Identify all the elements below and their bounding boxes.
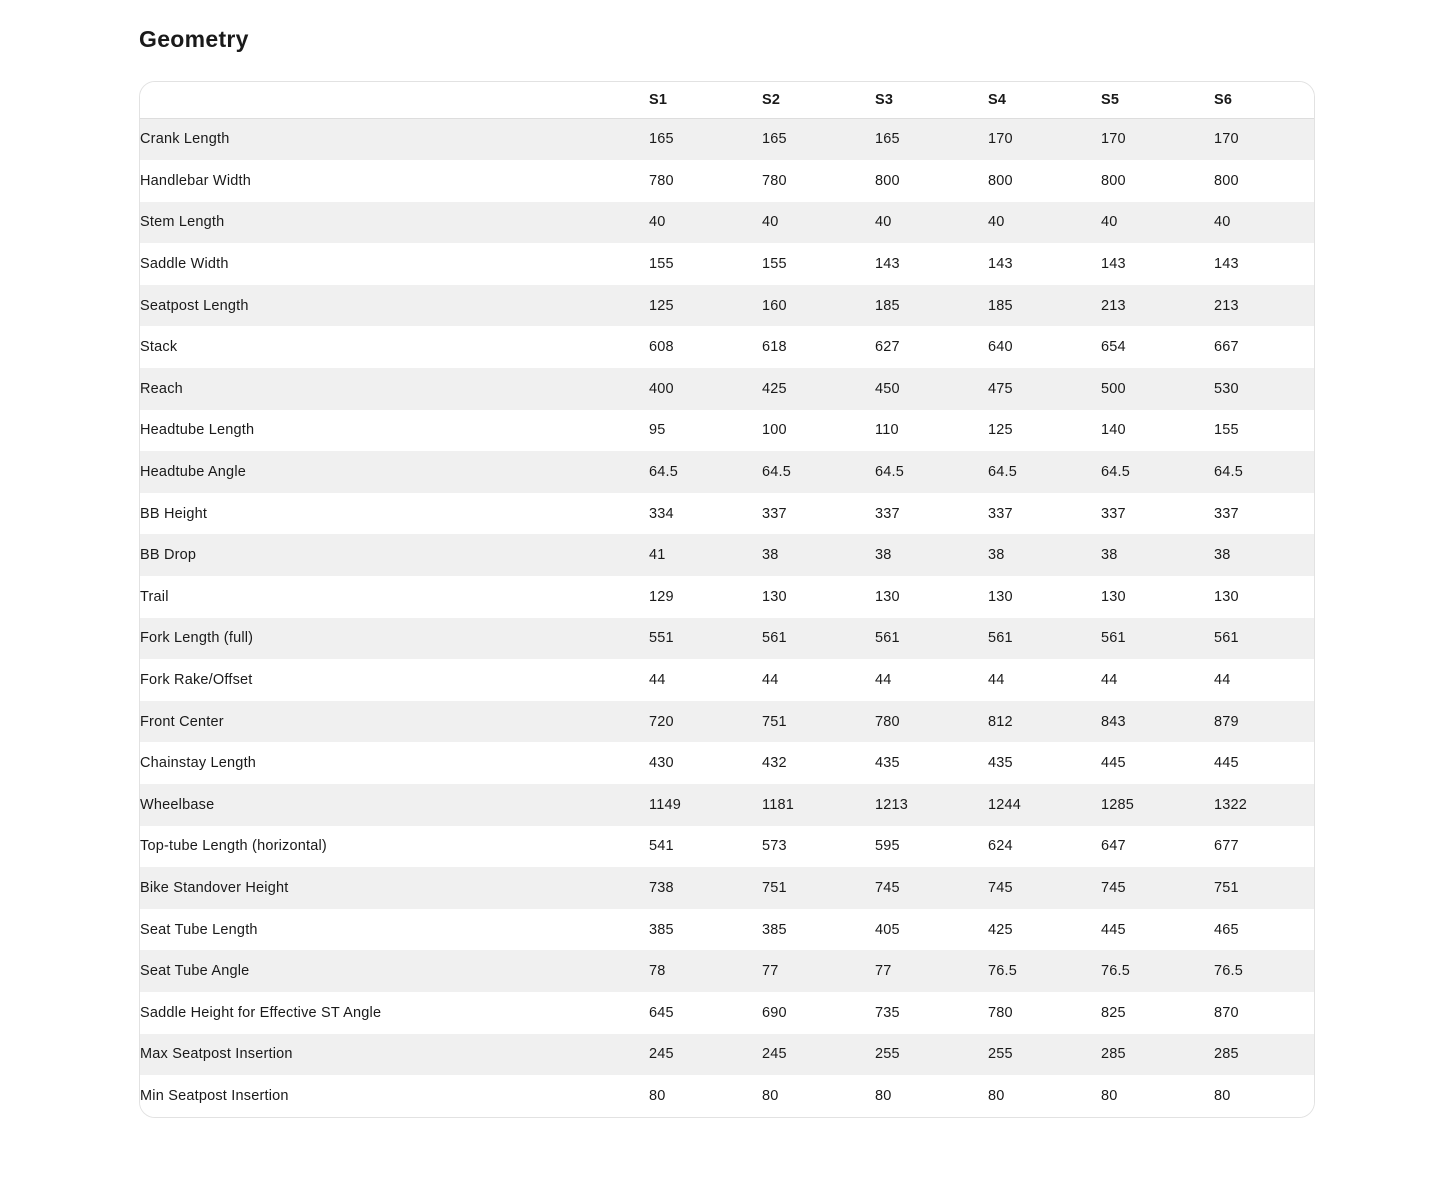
row-label: BB Drop (140, 547, 197, 564)
cell-value: 400 (649, 380, 674, 397)
cell-value: 735 (875, 1004, 900, 1021)
table-row (140, 410, 1314, 452)
header-row (140, 82, 1314, 118)
row-label: Wheelbase (140, 796, 215, 813)
cell-value: 1244 (988, 796, 1022, 813)
cell-value: 38 (875, 547, 892, 564)
cell-value: 738 (649, 879, 674, 896)
table-row (140, 950, 1314, 992)
cell-value: 44 (762, 671, 779, 688)
row-label: Saddle Width (140, 256, 229, 273)
cell-value: 160 (762, 297, 787, 314)
cell-value: 155 (762, 256, 787, 273)
cell-value: 618 (762, 339, 787, 356)
cell-value: 425 (988, 921, 1013, 938)
cell-value: 245 (762, 1046, 787, 1063)
cell-value: 40 (762, 214, 779, 231)
cell-value: 561 (1101, 630, 1126, 647)
cell-value: 800 (988, 172, 1013, 189)
row-label: Chainstay Length (140, 755, 257, 772)
cell-value: 405 (875, 921, 900, 938)
cell-value: 1285 (1101, 796, 1135, 813)
row-label: Headtube Length (140, 422, 255, 439)
cell-value: 654 (1101, 339, 1126, 356)
table-row (140, 1034, 1314, 1076)
row-label: Seat Tube Angle (140, 963, 250, 980)
cell-value: 385 (649, 921, 674, 938)
cell-value: 475 (988, 380, 1013, 397)
table-row (140, 451, 1314, 493)
cell-value: 627 (875, 339, 900, 356)
cell-value: 165 (649, 131, 674, 148)
row-label: Seat Tube Length (140, 921, 258, 938)
cell-value: 40 (875, 214, 892, 231)
cell-value: 185 (988, 297, 1013, 314)
cell-value: 337 (875, 505, 900, 522)
cell-value: 255 (875, 1046, 900, 1063)
cell-value: 1213 (875, 796, 909, 813)
header-empty-cell (140, 82, 649, 118)
cell-value: 76.5 (988, 963, 1018, 980)
cell-value: 825 (1101, 1004, 1126, 1021)
cell-value: 780 (762, 172, 787, 189)
cell-value: 780 (649, 172, 674, 189)
cell-value: 337 (988, 505, 1013, 522)
row-label: Stem Length (140, 214, 225, 231)
cell-value: 255 (988, 1046, 1013, 1063)
cell-value: 125 (649, 297, 674, 314)
cell-value: 38 (762, 547, 779, 564)
table-row (140, 742, 1314, 784)
cell-value: 44 (1101, 671, 1118, 688)
cell-value: 1322 (1214, 796, 1248, 813)
cell-value: 530 (1214, 380, 1239, 397)
cell-value: 129 (649, 588, 674, 605)
cell-value: 337 (1214, 505, 1239, 522)
cell-value: 76.5 (1101, 963, 1131, 980)
cell-value: 110 (875, 422, 899, 439)
cell-value: 245 (649, 1046, 674, 1063)
cell-value: 170 (988, 131, 1013, 148)
row-label: BB Height (140, 505, 208, 522)
cell-value: 435 (988, 755, 1013, 772)
table-row (140, 576, 1314, 618)
cell-value: 677 (1214, 838, 1239, 855)
table-row (140, 493, 1314, 535)
cell-value: 337 (1101, 505, 1126, 522)
cell-value: 1181 (762, 796, 794, 813)
cell-value: 561 (1214, 630, 1239, 647)
cell-value: 385 (762, 921, 787, 938)
cell-value: 213 (1214, 297, 1239, 314)
cell-value: 800 (1214, 172, 1239, 189)
cell-value: 337 (762, 505, 787, 522)
cell-value: 445 (1214, 755, 1239, 772)
geometry-table-card (139, 81, 1315, 1117)
cell-value: 720 (649, 713, 674, 730)
cell-value: 80 (649, 1087, 666, 1104)
cell-value: 125 (988, 422, 1013, 439)
cell-value: 285 (1214, 1046, 1239, 1063)
cell-value: 80 (1214, 1087, 1231, 1104)
row-label: Headtube Angle (140, 463, 246, 480)
cell-value: 80 (762, 1087, 779, 1104)
cell-value: 77 (875, 963, 892, 980)
cell-value: 143 (1214, 256, 1239, 273)
column-header: S5 (1101, 82, 1214, 118)
row-label: Trail (140, 588, 169, 605)
row-label: Bike Standover Height (140, 879, 289, 896)
cell-value: 95 (649, 422, 666, 439)
row-label: Max Seatpost Insertion (140, 1046, 293, 1063)
cell-value: 640 (988, 339, 1013, 356)
cell-value: 745 (1101, 879, 1126, 896)
cell-value: 44 (649, 671, 666, 688)
cell-value: 465 (1214, 921, 1239, 938)
table-row (140, 1075, 1314, 1117)
cell-value: 812 (988, 713, 1013, 730)
cell-value: 41 (649, 547, 666, 564)
cell-value: 561 (875, 630, 900, 647)
cell-value: 573 (762, 838, 787, 855)
table-row (140, 326, 1314, 368)
cell-value: 40 (1214, 214, 1231, 231)
row-label: Stack (140, 339, 178, 356)
cell-value: 64.5 (988, 463, 1018, 480)
column-header: S3 (875, 82, 988, 118)
cell-value: 64.5 (1101, 463, 1131, 480)
cell-value: 430 (649, 755, 674, 772)
cell-value: 608 (649, 339, 674, 356)
cell-value: 44 (1214, 671, 1231, 688)
cell-value: 38 (1101, 547, 1118, 564)
cell-value: 1149 (649, 796, 681, 813)
cell-value: 143 (875, 256, 900, 273)
table-row (140, 534, 1314, 576)
row-label: Reach (140, 380, 183, 397)
cell-value: 751 (1214, 879, 1239, 896)
row-label: Min Seatpost Insertion (140, 1087, 289, 1104)
table-row (140, 659, 1314, 701)
cell-value: 64.5 (762, 463, 792, 480)
table-row (140, 368, 1314, 410)
cell-value: 38 (988, 547, 1005, 564)
column-header: S6 (1214, 82, 1314, 118)
row-label: Fork Rake/Offset (140, 671, 253, 688)
cell-value: 445 (1101, 921, 1126, 938)
cell-value: 432 (762, 755, 787, 772)
cell-value: 143 (1101, 256, 1126, 273)
cell-value: 751 (762, 713, 787, 730)
cell-value: 165 (875, 131, 900, 148)
cell-value: 879 (1214, 713, 1239, 730)
table-row (140, 160, 1314, 202)
page (0, 26, 1445, 1118)
table-row (140, 826, 1314, 868)
cell-value: 64.5 (875, 463, 905, 480)
table-row (140, 118, 1314, 160)
table-row (140, 202, 1314, 244)
cell-value: 450 (875, 380, 900, 397)
cell-value: 76.5 (1214, 963, 1244, 980)
row-label: Top-tube Length (horizontal) (140, 838, 327, 855)
row-label: Seatpost Length (140, 297, 249, 314)
cell-value: 645 (649, 1004, 674, 1021)
cell-value: 745 (988, 879, 1013, 896)
cell-value: 155 (649, 256, 674, 273)
cell-value: 80 (1101, 1087, 1118, 1104)
cell-value: 667 (1214, 339, 1239, 356)
cell-value: 624 (988, 838, 1013, 855)
cell-value: 130 (762, 588, 787, 605)
cell-value: 435 (875, 755, 900, 772)
cell-value: 213 (1101, 297, 1126, 314)
cell-value: 870 (1214, 1004, 1239, 1021)
cell-value: 165 (762, 131, 787, 148)
cell-value: 425 (762, 380, 787, 397)
cell-value: 595 (875, 838, 900, 855)
table-row (140, 618, 1314, 660)
row-label: Front Center (140, 713, 224, 730)
table-row (140, 867, 1314, 909)
table-row (140, 701, 1314, 743)
row-label: Crank Length (140, 131, 230, 148)
cell-value: 143 (988, 256, 1013, 273)
cell-value: 140 (1101, 422, 1126, 439)
cell-value: 40 (1101, 214, 1118, 231)
row-label: Fork Length (full) (140, 630, 254, 647)
cell-value: 780 (988, 1004, 1013, 1021)
cell-value: 78 (649, 963, 666, 980)
cell-value: 130 (1101, 588, 1126, 605)
row-label: Saddle Height for Effective ST Angle (140, 1004, 382, 1021)
cell-value: 77 (762, 963, 779, 980)
cell-value: 80 (988, 1087, 1005, 1104)
cell-value: 334 (649, 505, 674, 522)
row-label: Handlebar Width (140, 172, 251, 189)
cell-value: 285 (1101, 1046, 1126, 1063)
column-header: S1 (649, 82, 762, 118)
table-row (140, 784, 1314, 826)
cell-value: 170 (1214, 131, 1239, 148)
cell-value: 751 (762, 879, 787, 896)
cell-value: 647 (1101, 838, 1126, 855)
cell-value: 44 (875, 671, 892, 688)
page-title: Geometry (139, 26, 249, 52)
cell-value: 155 (1214, 422, 1239, 439)
cell-value: 800 (875, 172, 900, 189)
table-header (140, 82, 1314, 118)
table-row (140, 285, 1314, 327)
table-row (140, 243, 1314, 285)
cell-value: 445 (1101, 755, 1126, 772)
cell-value: 44 (988, 671, 1005, 688)
table-row (140, 992, 1314, 1034)
cell-value: 170 (1101, 131, 1126, 148)
cell-value: 130 (988, 588, 1013, 605)
cell-value: 745 (875, 879, 900, 896)
cell-value: 38 (1214, 547, 1231, 564)
geometry-table (140, 82, 1314, 1116)
cell-value: 561 (988, 630, 1013, 647)
table-row (140, 909, 1314, 951)
column-header: S4 (988, 82, 1101, 118)
cell-value: 551 (649, 630, 674, 647)
cell-value: 100 (762, 422, 787, 439)
cell-value: 40 (649, 214, 666, 231)
cell-value: 64.5 (1214, 463, 1244, 480)
cell-value: 843 (1101, 713, 1126, 730)
cell-value: 130 (875, 588, 900, 605)
cell-value: 80 (875, 1087, 892, 1104)
column-header: S2 (762, 82, 875, 118)
cell-value: 64.5 (649, 463, 679, 480)
cell-value: 561 (762, 630, 787, 647)
cell-value: 40 (988, 214, 1005, 231)
cell-value: 800 (1101, 172, 1126, 189)
cell-value: 780 (875, 713, 900, 730)
table-body (140, 118, 1314, 1116)
cell-value: 130 (1214, 588, 1239, 605)
cell-value: 500 (1101, 380, 1126, 397)
cell-value: 541 (649, 838, 674, 855)
cell-value: 690 (762, 1004, 787, 1021)
cell-value: 185 (875, 297, 900, 314)
